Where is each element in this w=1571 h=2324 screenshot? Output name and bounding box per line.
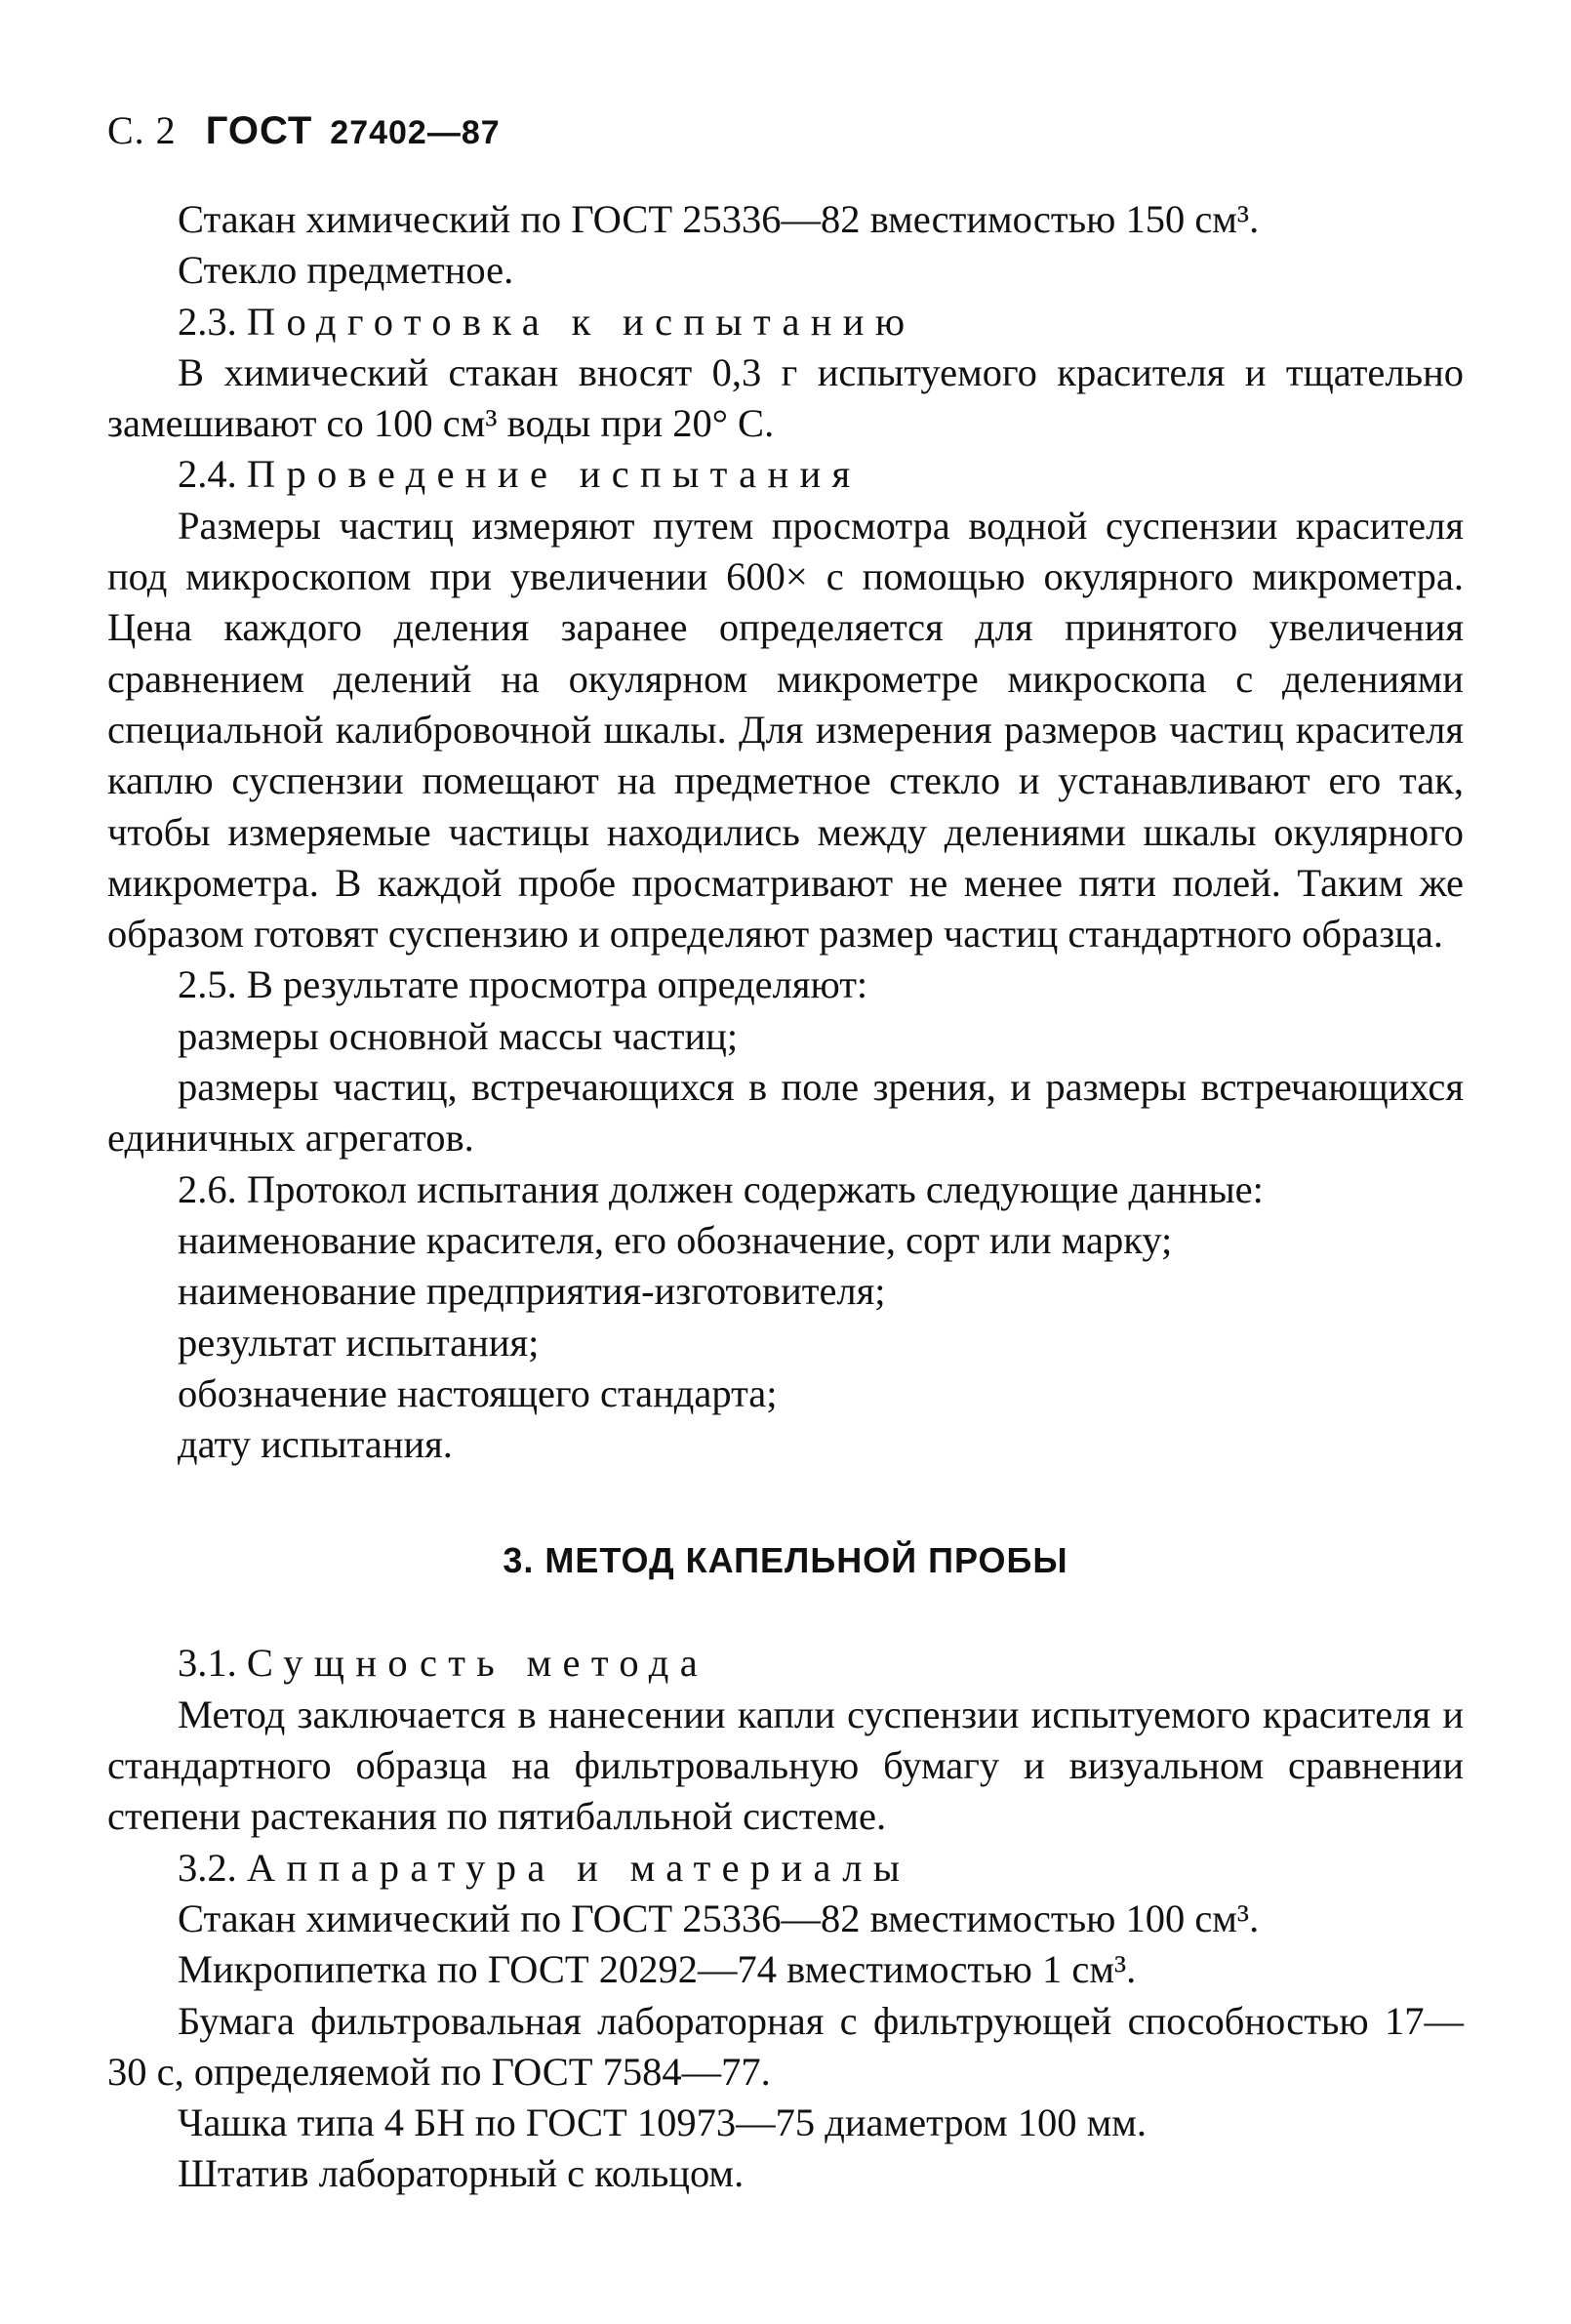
paragraph-2-6: 2.6. Протокол испытания должен содержать следующие данные: xyxy=(178,1166,1264,1211)
paragraph-3-1: Метод заключается в нанесении капли суспензии испытуемого красителя и стандартного образца на фильтровальную бумагу и визуальном сравнении степени растекания по пятибалльной системе. xyxy=(107,1692,1464,1839)
subsection-title: Сущность метода xyxy=(246,1641,709,1686)
list-item: Штатив лабораторный с кольцом. xyxy=(178,2151,745,2196)
subsection-number: 3.1. xyxy=(178,1641,237,1686)
subsection-number: 2.4. xyxy=(178,452,237,497)
list-item: Стакан химический по ГОСТ 25336—82 вместимостью 100 см³. xyxy=(178,1896,1260,1940)
standard-number: 27402—87 xyxy=(330,114,501,151)
list-item: размеры основной массы частиц; xyxy=(178,1013,739,1058)
list-item: наименование предприятия-изготовителя; xyxy=(178,1269,886,1314)
subsection-title: Аппаратура и материалы xyxy=(246,1845,911,1890)
list-item: Микропипетка по ГОСТ 20292—74 вместимостью 1 см³. xyxy=(178,1947,1137,1992)
list-item: наименование красителя, его обозначение, сорт или марку; xyxy=(178,1217,1173,1262)
list-item: дату испытания. xyxy=(178,1422,453,1467)
subsection-number: 2.3. xyxy=(178,299,237,344)
paragraph-2-5: 2.5. В результате просмотра определяют: xyxy=(178,962,868,1007)
subsection-heading-2-3 xyxy=(107,297,1464,347)
list-item: Чашка типа 4 БН по ГОСТ 10973—75 диаметром 100 мм. xyxy=(178,2100,1148,2145)
subsection-heading-3-1 xyxy=(107,1638,1464,1689)
list-item: обозначение настоящего стандарта; xyxy=(178,1370,778,1415)
subsection-heading-3-2 xyxy=(107,1843,1464,1894)
paragraph-2-4: Размеры частиц измеряют путем просмотра водной суспензии красителя под микроскопом при увеличении 600× с помощью окулярного микрометра. Цена каждого деления заранее определяется для принятого увеличения сравнением делений на окулярном микрометре микроскопа с делениями специальной калибровочной шкалы. Для измерения размеров частиц красителя каплю суспензии помещают на предметное стекло и устанавливают его так, чтобы измеряемые частицы находились между делениями шкалы окулярного микрометра. В каждой пробе просматривают не менее пяти полей. Таким же образом готовят суспензию и определяют размер частиц стандартного образца. xyxy=(107,503,1464,957)
section-title: 3. МЕТОД КАПЕЛЬНОЙ ПРОБЫ xyxy=(503,1540,1068,1581)
standard-label: ГОСТ xyxy=(205,109,313,152)
subsection-heading-2-4 xyxy=(107,449,1464,500)
subsection-number: 3.2. xyxy=(178,1845,237,1890)
page-header xyxy=(107,107,1464,153)
list-item: результат испытания; xyxy=(178,1320,540,1365)
list-item: Стакан химический по ГОСТ 25336—82 вместимостью 150 см³. xyxy=(178,197,1260,241)
page-number: С. 2 xyxy=(107,108,177,152)
list-item: Бумага фильтровальная лабораторная с фильтрующей способностью 17—30 с, определяемой по ГОСТ 7584—77. xyxy=(107,1998,1464,2094)
document-page xyxy=(107,107,1464,2200)
subsection-title: Проведение испытания xyxy=(246,452,862,497)
subsection-title: Подготовка к испытанию xyxy=(246,299,916,344)
paragraph-2-3: В химический стакан вносят 0,3 г испытуемого красителя и тщательно замешивают со 100 см³ воды при 20° С. xyxy=(107,349,1464,446)
list-item: Стекло предметное. xyxy=(178,248,514,293)
list-item: размеры частиц, встречающихся в поле зрения, и размеры встречающихся единичных агрегатов. xyxy=(107,1065,1464,1161)
